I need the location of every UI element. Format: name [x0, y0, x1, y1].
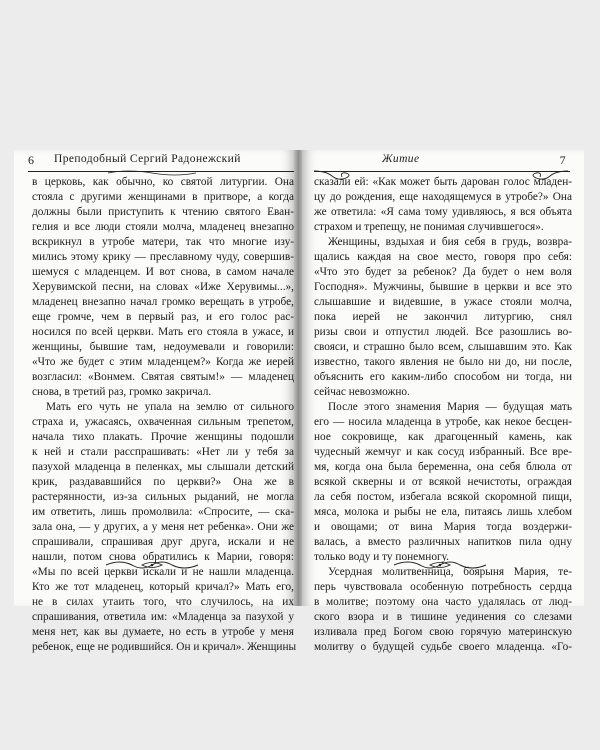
ornament-flourish-bottom	[390, 559, 490, 571]
text-line: ского взора и в тишине уединения со слезами	[314, 611, 572, 623]
text-line: пока иерей не закончил литургию, снял	[314, 311, 572, 323]
text-line: спрашивания, ответила им: «Младенца за пазухой у	[32, 611, 294, 623]
text-line: начала тихо плакать. Прочие женщины подошли	[32, 431, 294, 443]
text-line: нашли, потом снова обратились к Марии, говоря:	[32, 551, 294, 563]
text-line: не в силах утаить того, что случилось, на их	[32, 596, 294, 608]
text-line: свояси, и страшно было всем, слышавшим это. Как	[314, 341, 572, 353]
text-line: меня нет, как вы думаете, но есть в утробе у меня	[32, 626, 294, 638]
right-page-number: 7	[559, 153, 566, 167]
text-line: «Что же будет с этим младенцем?» Когда же иерей	[32, 356, 294, 368]
text-line: страхом и трепещу, не понимая случившегося».	[314, 221, 544, 233]
text-line: ризы свои и отпустил людей. Все разошлись во-	[314, 326, 572, 338]
right-running-title: Житие	[382, 153, 420, 165]
left-page	[14, 150, 297, 653]
text-line: щались каждая на свое место, говоря про себя:	[314, 251, 572, 263]
text-line: перь чувствовала особенную потребность сердца	[314, 581, 572, 593]
text-line: всякой скверны и от всякой нечистоты, ограждая	[314, 476, 572, 488]
text-line: должны были приступить к чтению святого Еван-	[32, 206, 294, 218]
text-line: сказали ей: «Как может быть дарован голос младен-	[314, 176, 572, 188]
text-line: только воду и ту понемногу.	[314, 551, 449, 563]
text-line: мяса, молока и рыбы не ела, питаясь лишь хлебом	[314, 506, 572, 518]
text-line: в молитве; поэтому она часто удалялась от люд-	[314, 596, 572, 608]
text-line: валась, а вместо различных напитков пила одну	[314, 536, 572, 548]
text-line: возгласил: «Вонмем. Святая святым!» — младенец	[32, 371, 294, 383]
text-line: Женщины, вздыхая и бия себя в грудь, возвра-	[328, 236, 572, 248]
text-line: ребенок, еще не родившийся. Он и кричал». Женщины	[32, 641, 297, 653]
text-line: Усердная молитвенница, боярыня Мария, те-	[328, 566, 572, 578]
text-line: «Что это будет за ребенок? Да будет о нем воля	[314, 266, 572, 278]
text-line: гелия и все люди стояли молча, младенец внезапно	[32, 221, 294, 233]
text-line: Господня». Мужчины, бывшие в церкви и все это	[314, 281, 572, 293]
right-page-header	[316, 153, 566, 169]
text-line: растерянности, из-за сильных рыданий, не могла	[32, 491, 294, 503]
text-line: его — носила младенца в утробе, как некое бесцен-	[314, 416, 572, 428]
text-line: женщины, бывшие там, недоумевали и говорили:	[32, 341, 294, 353]
text-line: младенец внезапно начал громко верещать в утробе,	[32, 296, 294, 308]
text-line: спрашивали, спрашивая друг друга, искали и не	[32, 536, 294, 548]
text-line: носился по всей церкви. Мать его стояла в ужасе, и	[32, 326, 294, 338]
text-line: мя, когда она была беременна, она себя блюла от	[314, 461, 572, 473]
text-line: слышавшие и видевшие, в ужасе стояли молча,	[314, 296, 572, 308]
right-page-text	[314, 175, 572, 655]
text-line: Кто же тот младенец, который кричал?» Мать его,	[32, 581, 294, 593]
text-line: Херувимской песни, на словах «Иже Херувимы...»,	[32, 281, 294, 293]
text-line: сейчас невозможно.	[314, 386, 410, 398]
left-page-text	[32, 175, 297, 655]
text-line: пазухой младенца в пеленках, мы слышали детский	[32, 461, 294, 473]
text-line: изливала пред Богом свою горячую материнскую	[314, 626, 572, 638]
text-line: цу до рождения, еще находящемуся в утробе?» Она	[314, 191, 572, 203]
text-line: в церковь, как обычно, ко святой литургии. Она	[32, 176, 294, 188]
text-line: крик, раздававшийся по церкви?» Она же в	[32, 476, 294, 488]
right-page	[302, 150, 584, 653]
text-line: «Мы по всей церкви искали и не нашли младенца.	[32, 566, 294, 578]
text-line: молитву о будущей судьбе своего младенца. «Го-	[314, 641, 572, 653]
ornament-flourish-bottom	[102, 559, 202, 571]
left-page-header	[28, 153, 290, 169]
left-page-number: 6	[28, 153, 35, 167]
text-line: и овощами; от вина Мария тогда воздержи-	[314, 521, 572, 533]
text-line: ла себя постом, избегала всякой скоромной пищи,	[314, 491, 572, 503]
text-line: страха и, ужасаясь, охваченная сильным трепетом,	[32, 416, 294, 428]
text-line: После этого знамения Мария — будущая мать	[328, 401, 572, 413]
text-line: зала она, — у других, а у меня нет ребенка». Они же	[32, 521, 294, 533]
text-line: стояла с другими женщинами в притворе, а когда	[32, 191, 294, 203]
text-line: снова, в третий раз, громко закричал.	[32, 386, 212, 398]
text-line: чудесный жемчуг и как сосуд избранный. Все вре-	[314, 446, 572, 458]
text-line: ное сокровище, как драгоценный камень, как	[314, 431, 572, 443]
text-line: же ответила: «Я сама тому удивляюсь, я вся объята	[314, 206, 572, 218]
text-line: Мать его чуть не упала на землю от сильного	[46, 401, 294, 413]
text-line: известно, такого явления не было ни до, ни после,	[314, 356, 572, 368]
left-running-title: Преподобный Сергий Радонежский	[54, 153, 241, 165]
text-line: еще громче, чем в первый раз, и его голос рас-	[32, 311, 294, 323]
text-line: вскрикнул в утробе матери, так что многие изу-	[32, 236, 294, 248]
text-line: мились этому крику — преславному чуду, совершив-	[32, 251, 294, 263]
text-line: шемуся с младенцем. И вот снова, в самом начале	[32, 266, 294, 278]
text-line: им ответить, лишь промолвила: «Спросите, — ска-	[32, 506, 294, 518]
text-line: объяснить его каким-либо способом ни тогда, ни	[314, 371, 572, 383]
text-line: к ней и стали расспрашивать: «Нет ли у тебя за	[32, 446, 294, 458]
